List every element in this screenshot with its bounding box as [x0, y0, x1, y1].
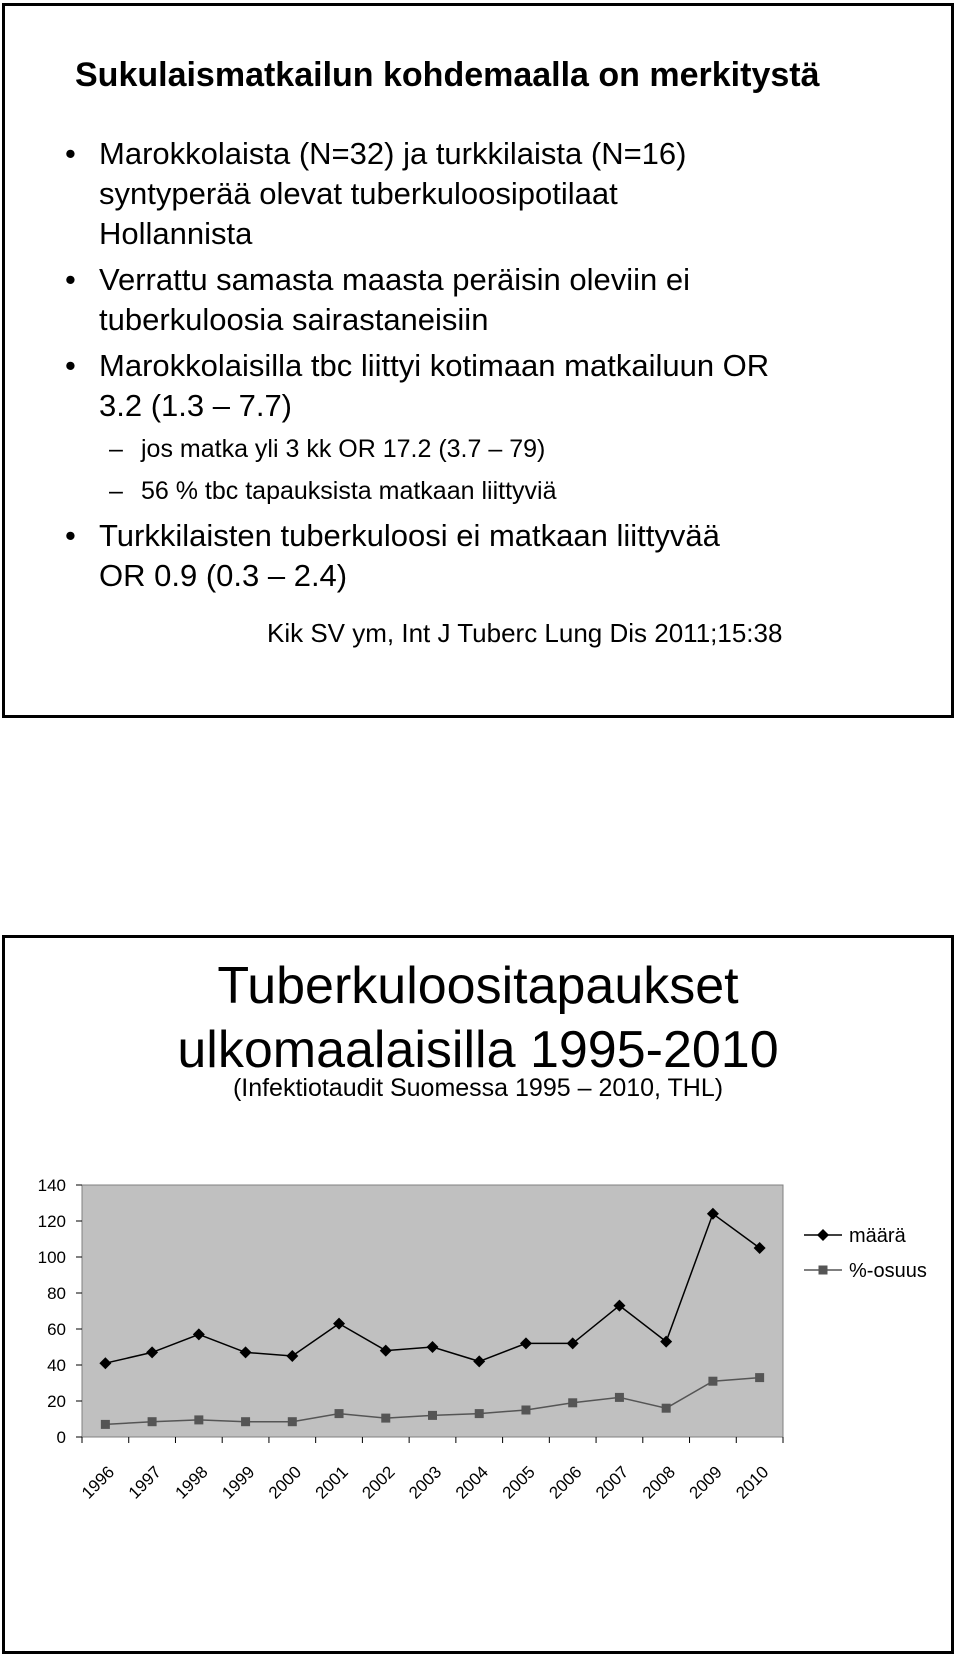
x-tick-label: 2003 [405, 1462, 446, 1503]
y-tick-label: 0 [56, 1428, 66, 1447]
x-tick-label: 2002 [358, 1462, 399, 1503]
bullet-item [61, 346, 921, 426]
x-tick-label: 2001 [311, 1462, 352, 1503]
y-tick-label: 140 [37, 1176, 66, 1195]
bullet-item [61, 134, 921, 254]
bullet-text-line: Marokkolaista (N=32) ja turkkilaista (N=16) [99, 136, 687, 171]
x-tick-label: 2006 [545, 1462, 586, 1503]
y-tick-label: 100 [37, 1248, 66, 1267]
slide-2-title-line-2: ulkomaalaisilla 1995-2010 [177, 1021, 779, 1079]
y-tick-label: 40 [47, 1356, 66, 1375]
sub-bullet-text: jos matka yli 3 kk OR 17.2 (3.7 – 79) [141, 435, 546, 463]
slide-1-title: Sukulaismatkailun kohdemaalla on merkitystä [75, 56, 820, 94]
sub-bullet-marker: – [109, 435, 123, 463]
data-point-square [241, 1417, 250, 1426]
data-point-square [521, 1406, 530, 1415]
data-point-square [428, 1411, 437, 1420]
bullet-marker: • [65, 348, 76, 383]
citation: Kik SV ym, Int J Tuberc Lung Dis 2011;15:38 [267, 618, 783, 648]
bullet-marker: • [65, 262, 76, 297]
data-point-square [148, 1417, 157, 1426]
slide-2-subtitle: (Infektiotaudit Suomessa 1995 – 2010, THL) [232, 1074, 724, 1102]
data-point-square [615, 1393, 624, 1402]
y-tick-label: 20 [47, 1392, 66, 1411]
x-tick-label: 1999 [218, 1462, 259, 1503]
legend-marker-diamond [817, 1229, 829, 1241]
bullet-text-line: tuberkuloosia sairastaneisiin [99, 302, 489, 337]
data-point-square [101, 1420, 110, 1429]
sub-bullet-marker: – [109, 477, 123, 505]
bullet-text-line: Hollannista [99, 216, 253, 251]
data-point-square [708, 1377, 717, 1386]
bullet-list [61, 134, 921, 602]
bullet-text-line: OR 0.9 (0.3 – 2.4) [99, 558, 348, 593]
data-point-square [755, 1373, 764, 1382]
x-tick-label: 2010 [732, 1462, 773, 1503]
sub-bullet-item [61, 474, 921, 508]
sub-bullet-text: 56 % tbc tapauksista matkaan liittyviä [141, 477, 557, 505]
data-point-square [194, 1415, 203, 1424]
y-tick-label: 120 [37, 1212, 66, 1231]
bullet-item [61, 516, 921, 596]
x-tick-label: 2004 [451, 1462, 493, 1503]
bullet-text-line: Turkkilaisten tuberkuloosi ei matkaan liittyvää [99, 518, 720, 553]
x-tick-label: 2005 [498, 1462, 539, 1503]
slide-1 [2, 3, 954, 718]
data-point-square [662, 1404, 671, 1413]
x-tick-label: 2000 [264, 1462, 306, 1503]
legend-label: %-osuus [849, 1260, 927, 1282]
legend-marker-square [819, 1266, 828, 1275]
data-point-square [381, 1414, 390, 1423]
bullet-text-line: Verrattu samasta maasta peräisin oleviin ei [99, 262, 691, 297]
data-point-square [335, 1409, 344, 1418]
x-tick-label: 1998 [171, 1462, 212, 1503]
bullet-marker: • [65, 518, 76, 553]
bullet-marker: • [65, 136, 76, 171]
bullet-text-line: 3.2 (1.3 – 7.7) [99, 388, 293, 423]
bullet-text-line: syntyperää olevat tuberkuloosipotilaat [99, 176, 618, 211]
bullet-item [61, 260, 921, 340]
data-point-square [288, 1417, 297, 1426]
legend-label: määrä [849, 1225, 906, 1247]
data-point-square [568, 1398, 577, 1407]
y-tick-label: 80 [47, 1284, 66, 1303]
slide-2 [2, 935, 954, 1654]
line-chart [5, 938, 951, 1651]
y-tick-label: 60 [47, 1320, 66, 1339]
bullet-text-line: Marokkolaisilla tbc liittyi kotimaan matkailuun OR [99, 348, 770, 383]
sub-bullet-item [61, 432, 921, 466]
x-tick-label: 1997 [124, 1462, 165, 1503]
data-point-square [475, 1409, 484, 1418]
slide-2-title-line-1: Tuberkuloositapaukset [217, 957, 739, 1015]
x-tick-label: 2007 [592, 1462, 633, 1503]
x-tick-label: 2008 [638, 1462, 679, 1503]
x-tick-label: 1996 [78, 1462, 119, 1503]
x-tick-label: 2009 [685, 1462, 726, 1503]
